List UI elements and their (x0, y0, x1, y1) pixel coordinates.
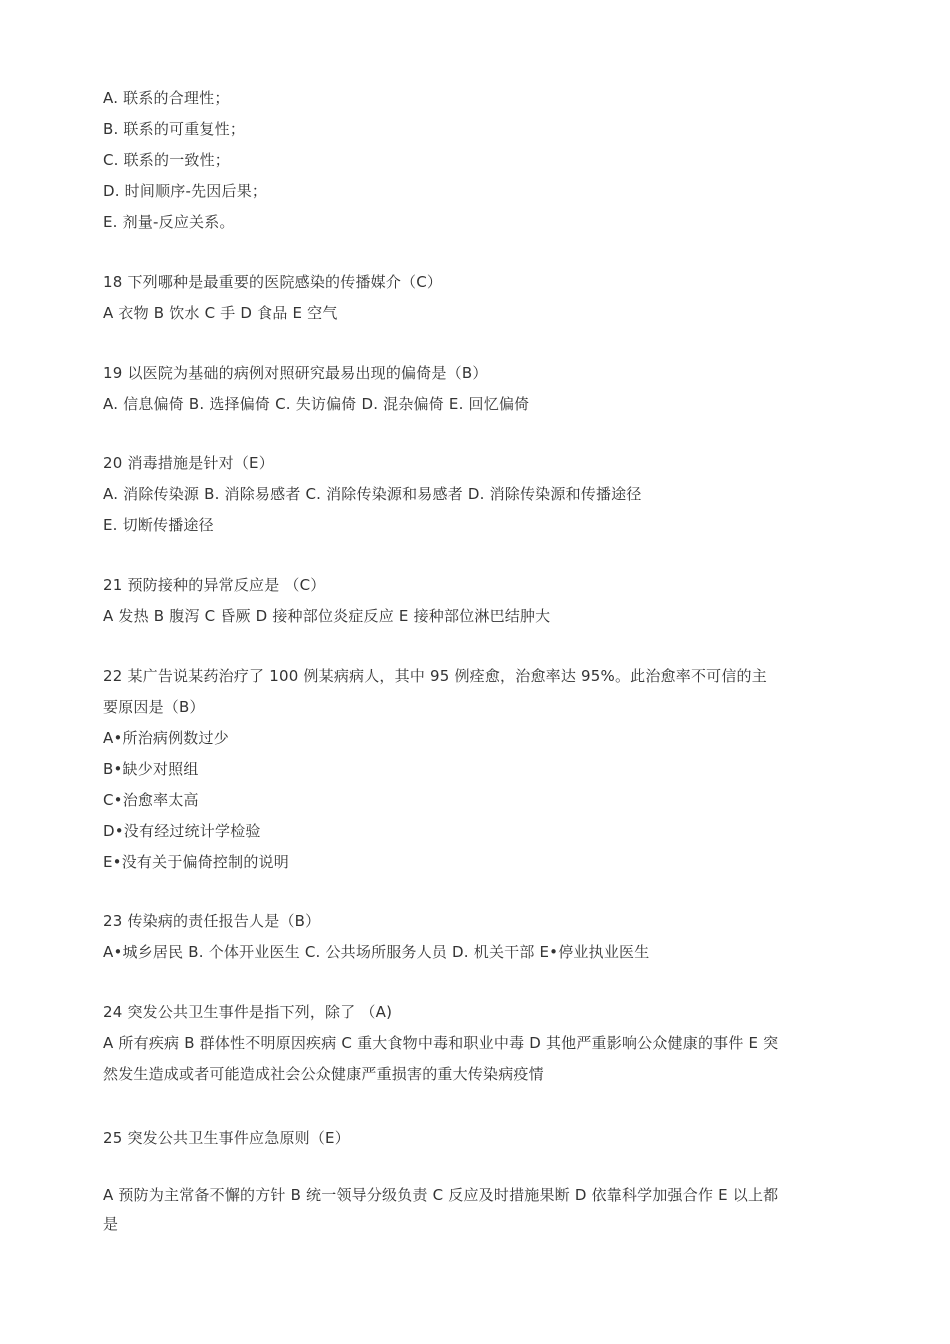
option-line: E. 剂量-反应关系。 (103, 213, 235, 231)
question-22-option: E•没有关于偏倚控制的说明 (103, 853, 289, 871)
question-20: 20 消毒措施是针对（E） (103, 454, 274, 472)
question-21: 21 预防接种的异常反应是 （C） (103, 576, 326, 594)
option-line: A. 联系的合理性； (103, 89, 230, 107)
question-20-options: A. 消除传染源 B. 消除易感者 C. 消除传染源和易感者 D. 消除传染源和传播途径 (103, 485, 642, 503)
question-25-options: A 预防为主常备不懈的方针 B 统一领导分级负责 C 反应及时措施果断 D 依靠科学加强合作 E 以上都 (103, 1186, 779, 1204)
question-23: 23 传染病的责任报告人是（B） (103, 912, 321, 930)
question-25: 25 突发公共卫生事件应急原则（E） (103, 1129, 350, 1147)
question-22-option: A•所治病例数过少 (103, 729, 229, 747)
question-22: 要原因是（B） (103, 698, 205, 716)
question-22-option: C•治愈率太高 (103, 791, 199, 809)
question-21-options: A 发热 B 腹泻 C 昏厥 D 接种部位炎症反应 E 接种部位淋巴结肿大 (103, 607, 551, 625)
question-25-options: 是 (103, 1215, 119, 1233)
question-18-options: A 衣物 B 饮水 C 手 D 食品 E 空气 (103, 304, 338, 322)
question-24: 24 突发公共卫生事件是指下列，除了 （A) (103, 1003, 393, 1021)
option-line: C. 联系的一致性； (103, 151, 231, 169)
question-19-options: A. 信息偏倚 B. 选择偏倚 C. 失访偏倚 D. 混杂偏倚 E. 回忆偏倚 (103, 395, 530, 413)
question-20-options: E. 切断传播途径 (103, 516, 214, 534)
question-19: 19 以医院为基础的病例对照研究最易出现的偏倚是（B） (103, 364, 488, 382)
question-23-options: A•城乡居民 B. 个体开业医生 C. 公共场所服务人员 D. 机关干部 E•停业执业医生 (103, 943, 650, 961)
question-22-option: B•缺少对照组 (103, 760, 199, 778)
option-line: B. 联系的可重复性； (103, 120, 246, 138)
question-18: 18 下列哪种是最重要的医院感染的传播媒介（C） (103, 273, 443, 291)
question-24-options: 然发生造成或者可能造成社会公众健康严重损害的重大传染病疫情 (103, 1065, 544, 1083)
question-24-options: A 所有疾病 B 群体性不明原因疾病 C 重大食物中毒和职业中毒 D 其他严重影响公众健康的事件 E 突 (103, 1034, 779, 1052)
question-22-option: D•没有经过统计学检验 (103, 822, 261, 840)
option-line: D. 时间顺序-先因后果； (103, 182, 268, 200)
question-22: 22 某广告说某药治疗了 100 例某病病人，其中 95 例痊愈，治愈率达 95%。此治愈率不可信的主 (103, 667, 767, 685)
